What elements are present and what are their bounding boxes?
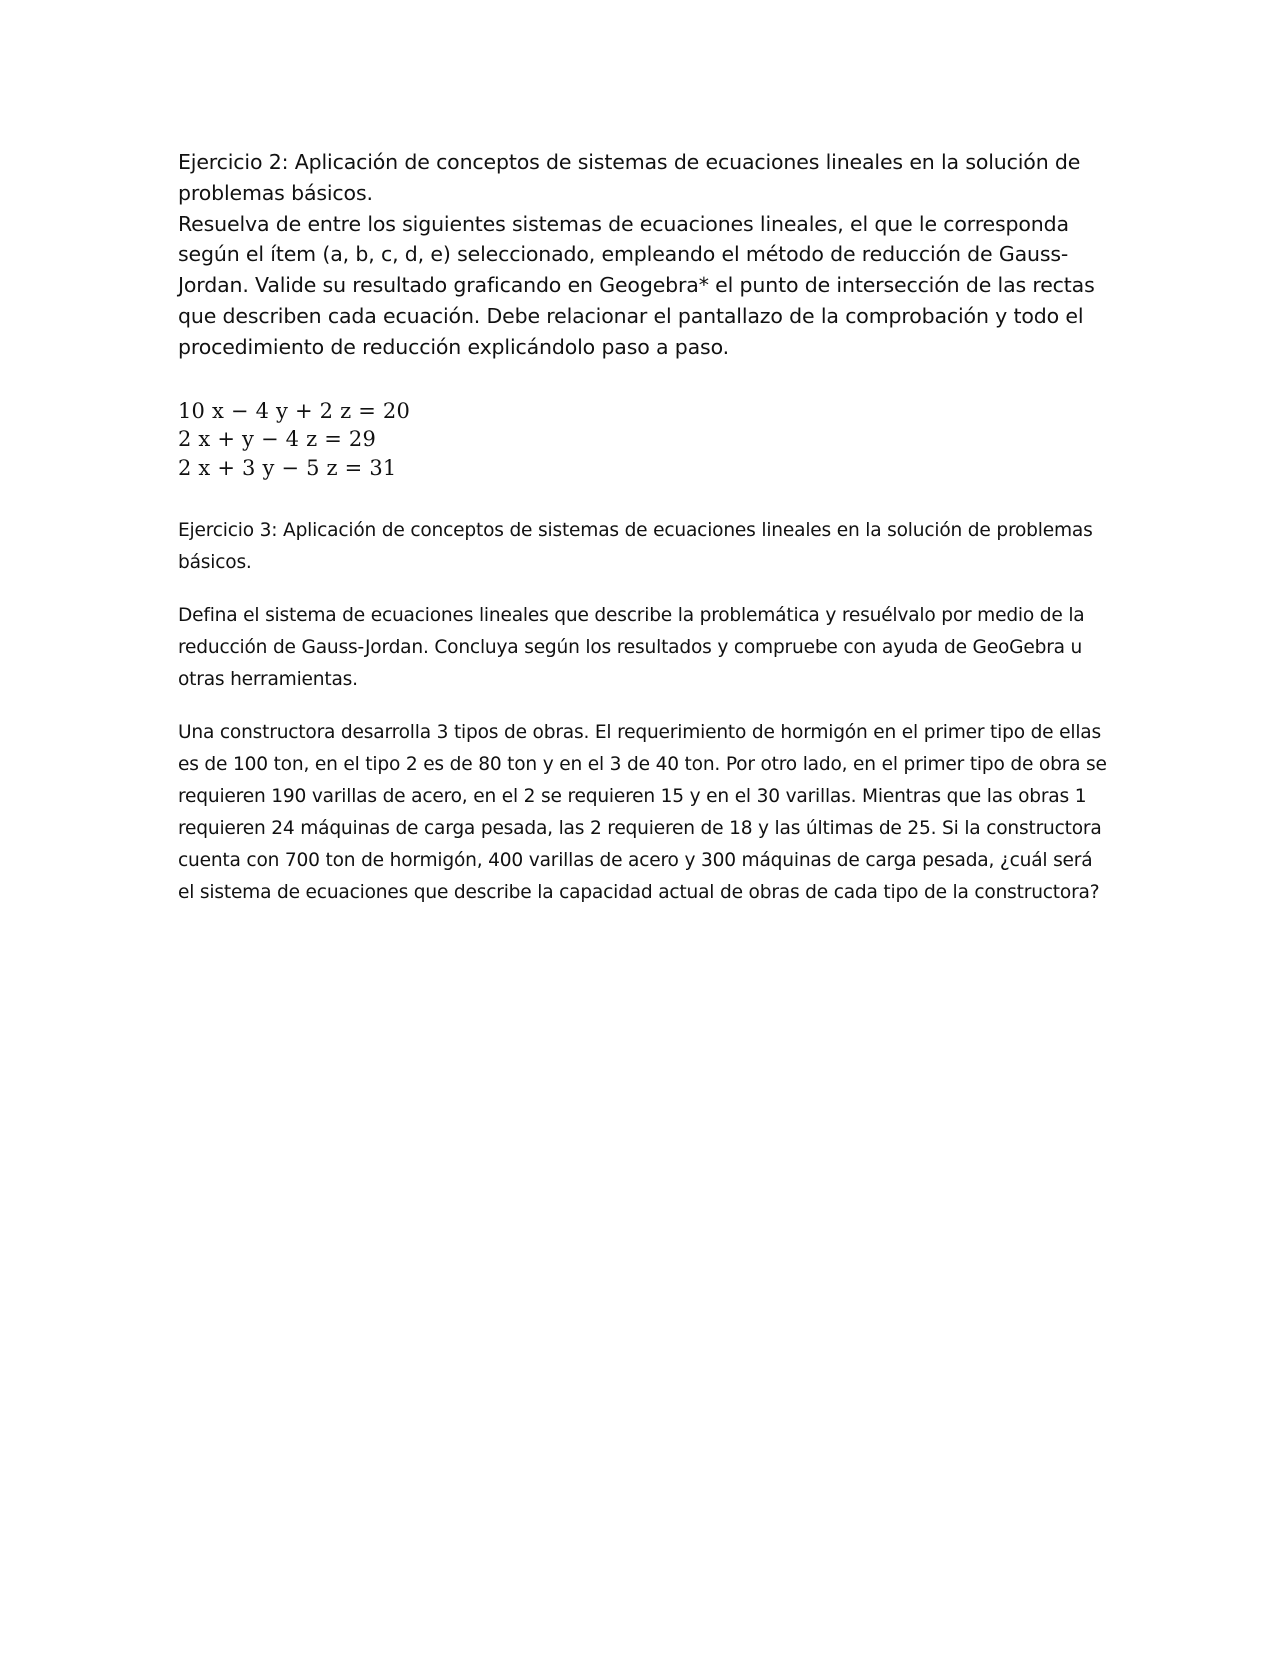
exercise-3-instructions: Defina el sistema de ecuaciones lineales que describe la problemática y resuélvalo por medio de la reducción de Gauss-Jordan. Concluya según los resultados y compruebe con ayuda de GeoGebra u otras herramientas. xyxy=(178,605,1085,691)
equation-2: 2 x + y − 4 z = 29 xyxy=(178,427,377,452)
equation-3: 2 x + 3 y − 5 z = 31 xyxy=(178,455,397,480)
exercise-2-section xyxy=(178,147,1108,363)
exercise-3-section xyxy=(178,515,1108,909)
equation-system xyxy=(178,397,1108,483)
document-content xyxy=(178,147,1108,930)
exercise-2-title: Ejercicio 2: Aplicación de conceptos de sistemas de ecuaciones lineales en la solución de problemas básicos. xyxy=(178,150,1081,205)
equation-1: 10 x − 4 y + 2 z = 20 xyxy=(178,398,411,423)
exercise-3-title: Ejercicio 3: Aplicación de conceptos de sistemas de ecuaciones lineales en la solución de problemas básicos. xyxy=(178,520,1093,574)
exercise-2-instructions: Resuelva de entre los siguientes sistemas de ecuaciones lineales, el que le corresponda según el ítem (a, b, c, d, e) seleccionado, empleando el método de reducción de Gauss-Jordan. Valide su resultado graficando en Geogebra* el punto de intersección de las rectas que describen cada ecuación. Debe relacionar el pantallazo de la comprobación y todo el procedimiento de reducción explicándolo paso a paso. xyxy=(178,211,1095,359)
exercise-3-problem: Una constructora desarrolla 3 tipos de obras. El requerimiento de hormigón en el primer tipo de ellas es de 100 ton, en el tipo 2 es de 80 ton y en el 3 de 40 ton. Por otro lado, en el primer tipo de obra se requieren 190 varillas de acero, en el 2 se requieren 15 y en el 30 varillas. Mientras que las obras 1 requieren 24 máquinas de carga pesada, las 2 requieren de 18 y las últimas de 25. Si la constructora cuenta con 700 ton de hormigón, 400 varillas de acero y 300 máquinas de carga pesada, ¿cuál será el sistema de ecuaciones que describe la capacidad actual de obras de cada tipo de la constructora? xyxy=(178,722,1107,904)
